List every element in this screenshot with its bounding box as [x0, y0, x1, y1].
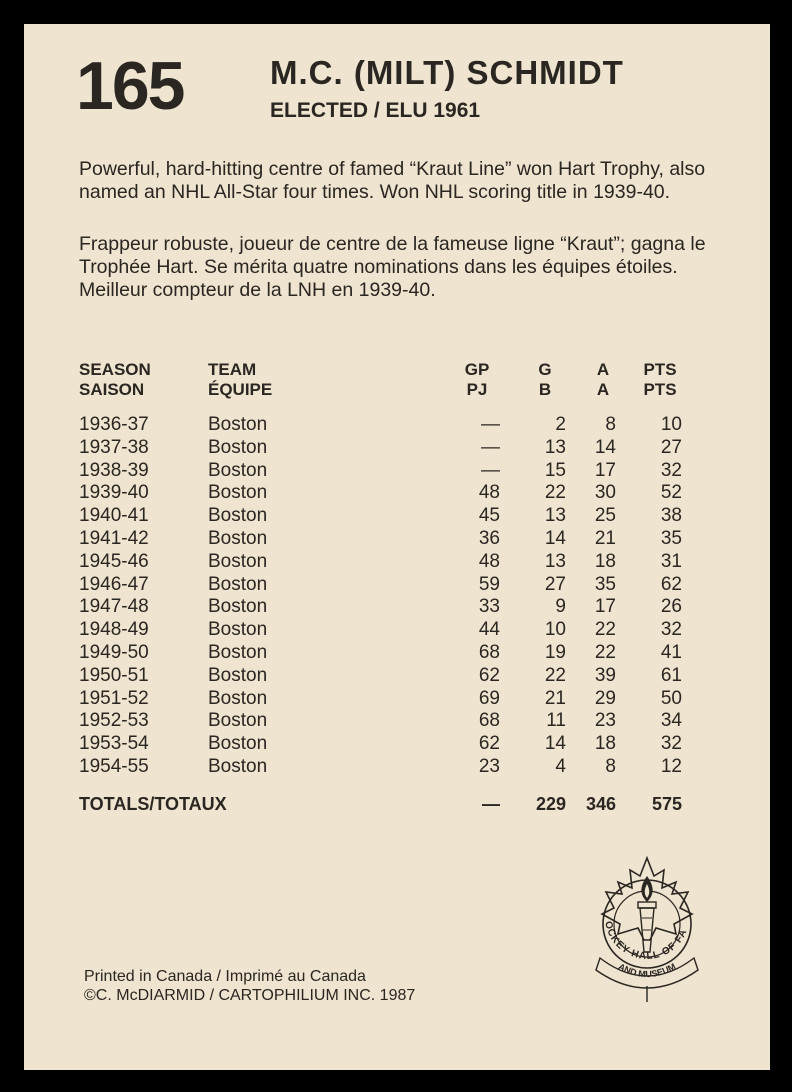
cell-g: 4 [555, 755, 566, 777]
cell-a: 17 [594, 596, 616, 618]
cell-a: 35 [594, 573, 616, 595]
cell-pts: 27 [660, 436, 682, 458]
cell-pts: 61 [660, 664, 682, 686]
cell-season: 1941-42 [79, 527, 149, 549]
header-g-en: G [538, 360, 552, 379]
cell-gp: — [481, 414, 500, 435]
footer [84, 967, 415, 1005]
cell-season: 1949-50 [79, 641, 149, 663]
printed-in-canada: Printed in Canada / Imprimé au Canada [84, 968, 366, 985]
table-row [24, 756, 770, 779]
header-season-en: SEASON [79, 360, 151, 379]
bio-french: Frappeur robuste, joueur de centre de la fameuse ligne “Kraut”; gagna le Trophée Hart. Se mérita quatre nominations dans les équipes étoiles. Meilleur compteur de la LNH en 1939-40. [79, 233, 706, 301]
header-g-fr: B [538, 380, 552, 399]
header-a [589, 360, 617, 400]
cell-pts: 26 [660, 596, 682, 618]
header-gp [454, 360, 500, 400]
cell-g: 22 [544, 664, 566, 686]
cell-gp: 62 [478, 733, 500, 755]
header-pts [638, 360, 682, 400]
cell-season: 1947-48 [79, 596, 149, 618]
cell-pts: 34 [660, 710, 682, 732]
header-team-en: TEAM [208, 360, 257, 379]
header-a-fr: A [596, 380, 610, 399]
cell-pts: 52 [660, 482, 682, 504]
maple-leaf-torch-icon [584, 854, 710, 1004]
cell-g: 13 [544, 505, 566, 527]
elected-year: ELECTED / ELU 1961 [270, 99, 481, 122]
cell-pts: 32 [660, 459, 682, 481]
table-row [24, 551, 770, 574]
cell-g: 22 [544, 482, 566, 504]
header-a-en: A [596, 360, 610, 379]
cell-a: 14 [594, 436, 616, 458]
cell-team: Boston [208, 482, 268, 504]
cell-team: Boston [208, 414, 268, 435]
table-row [24, 505, 770, 528]
cell-g: 19 [544, 641, 566, 663]
cell-team: Boston [208, 641, 268, 663]
cell-gp: 36 [478, 527, 500, 549]
cell-season: 1954-55 [79, 755, 149, 777]
logo-banner-text: AND MUSEUM [616, 961, 678, 980]
table-row [24, 596, 770, 619]
totals-a: 346 [585, 794, 616, 814]
table-row [24, 619, 770, 642]
cell-gp: 45 [478, 505, 500, 527]
logo-ring-text: OCKEY HALL OF FA [602, 920, 690, 963]
cell-gp: — [481, 459, 500, 481]
cell-season: 1948-49 [79, 619, 149, 641]
cell-team: Boston [208, 733, 268, 755]
cell-season: 1940-41 [79, 505, 149, 527]
totals-pts: 575 [651, 794, 682, 814]
cell-pts: 31 [660, 550, 682, 572]
cell-pts: 32 [660, 733, 682, 755]
cell-pts: 41 [660, 641, 682, 663]
table-row [24, 528, 770, 551]
hockey-card-back [24, 24, 770, 1070]
cell-team: Boston [208, 687, 268, 709]
cell-gp: — [481, 436, 500, 458]
table-row [24, 733, 770, 756]
cell-g: 2 [555, 414, 566, 435]
cell-a: 18 [594, 733, 616, 755]
cell-a: 17 [594, 459, 616, 481]
table-row [24, 665, 770, 688]
header-team [208, 360, 272, 400]
cell-a: 22 [594, 619, 616, 641]
cell-a: 30 [594, 482, 616, 504]
cell-gp: 69 [478, 687, 500, 709]
cell-gp: 62 [478, 664, 500, 686]
header-season-fr: SAISON [79, 380, 145, 399]
cell-g: 9 [555, 596, 566, 618]
cell-gp: 59 [478, 573, 500, 595]
table-row [24, 414, 770, 437]
cell-season: 1937-38 [79, 436, 149, 458]
cell-gp: 68 [478, 641, 500, 663]
cell-g: 13 [544, 436, 566, 458]
player-name: M.C. (MILT) SCHMIDT [270, 54, 624, 91]
cell-a: 23 [594, 710, 616, 732]
table-row [24, 460, 770, 483]
cell-a: 22 [594, 641, 616, 663]
cell-team: Boston [208, 596, 268, 618]
cell-pts: 38 [660, 505, 682, 527]
cell-season: 1945-46 [79, 550, 149, 572]
header-g [529, 360, 561, 400]
cell-gp: 23 [478, 755, 500, 777]
cell-season: 1950-51 [79, 664, 149, 686]
table-row [24, 642, 770, 665]
totals-g: 229 [535, 794, 566, 814]
table-row [24, 437, 770, 460]
header-gp-en: GP [464, 360, 490, 379]
cell-pts: 32 [660, 619, 682, 641]
card-number: 165 [76, 48, 184, 124]
cell-team: Boston [208, 550, 268, 572]
stats-table-body [24, 414, 770, 779]
cell-g: 10 [544, 619, 566, 641]
cell-gp: 48 [478, 550, 500, 572]
cell-season: 1936-37 [79, 414, 149, 435]
header-season [79, 360, 151, 400]
header-pts-en: PTS [643, 360, 677, 379]
cell-team: Boston [208, 459, 268, 481]
cell-a: 8 [605, 414, 616, 435]
cell-g: 27 [544, 573, 566, 595]
bio-english: Powerful, hard-hitting centre of famed “Kraut Line” won Hart Trophy, also named an NHL All-Star four times. Won NHL scoring title in 1939-40. [79, 158, 706, 203]
cell-g: 14 [544, 733, 566, 755]
cell-team: Boston [208, 664, 268, 686]
cell-a: 21 [594, 527, 616, 549]
cell-gp: 33 [478, 596, 500, 618]
cell-team: Boston [208, 527, 268, 549]
cell-g: 14 [544, 527, 566, 549]
cell-a: 29 [594, 687, 616, 709]
cell-pts: 50 [660, 687, 682, 709]
cell-season: 1946-47 [79, 573, 149, 595]
totals-row [24, 793, 770, 815]
cell-a: 39 [594, 664, 616, 686]
cell-gp: 68 [478, 710, 500, 732]
cell-pts: 35 [660, 527, 682, 549]
table-row [24, 688, 770, 711]
header-team-fr: ÉQUIPE [208, 380, 273, 399]
cell-a: 8 [605, 755, 616, 777]
cell-season: 1938-39 [79, 459, 149, 481]
cell-pts: 12 [660, 755, 682, 777]
cell-gp: 48 [478, 482, 500, 504]
cell-g: 13 [544, 550, 566, 572]
cell-season: 1953-54 [79, 733, 149, 755]
cell-g: 21 [544, 687, 566, 709]
table-row [24, 574, 770, 597]
totals-label: TOTALS/TOTAUX [79, 794, 227, 814]
header-gp-fr: PJ [466, 380, 488, 399]
totals-gp: — [482, 794, 500, 814]
cell-g: 11 [546, 710, 566, 732]
cell-team: Boston [208, 505, 268, 527]
table-row [24, 482, 770, 505]
cell-team: Boston [208, 710, 268, 732]
copyright: ©C. McDIARMID / CARTOPHILIUM INC. 1987 [84, 987, 416, 1004]
table-row [24, 710, 770, 733]
cell-team: Boston [208, 573, 268, 595]
cell-pts: 62 [660, 573, 682, 595]
cell-a: 25 [594, 505, 616, 527]
cell-pts: 10 [660, 414, 682, 435]
header-pts-fr: PTS [643, 380, 677, 399]
svg-text:HOCKEY HALL OF FAME [584, 854, 690, 962]
cell-team: Boston [208, 619, 268, 641]
hockey-hall-of-fame-logo [584, 854, 710, 1004]
cell-season: 1939-40 [79, 482, 149, 504]
cell-season: 1951-52 [79, 687, 149, 709]
cell-season: 1952-53 [79, 710, 149, 732]
cell-team: Boston [208, 755, 268, 777]
cell-gp: 44 [478, 619, 500, 641]
cell-team: Boston [208, 436, 268, 458]
cell-g: 15 [544, 459, 566, 481]
cell-a: 18 [594, 550, 616, 572]
